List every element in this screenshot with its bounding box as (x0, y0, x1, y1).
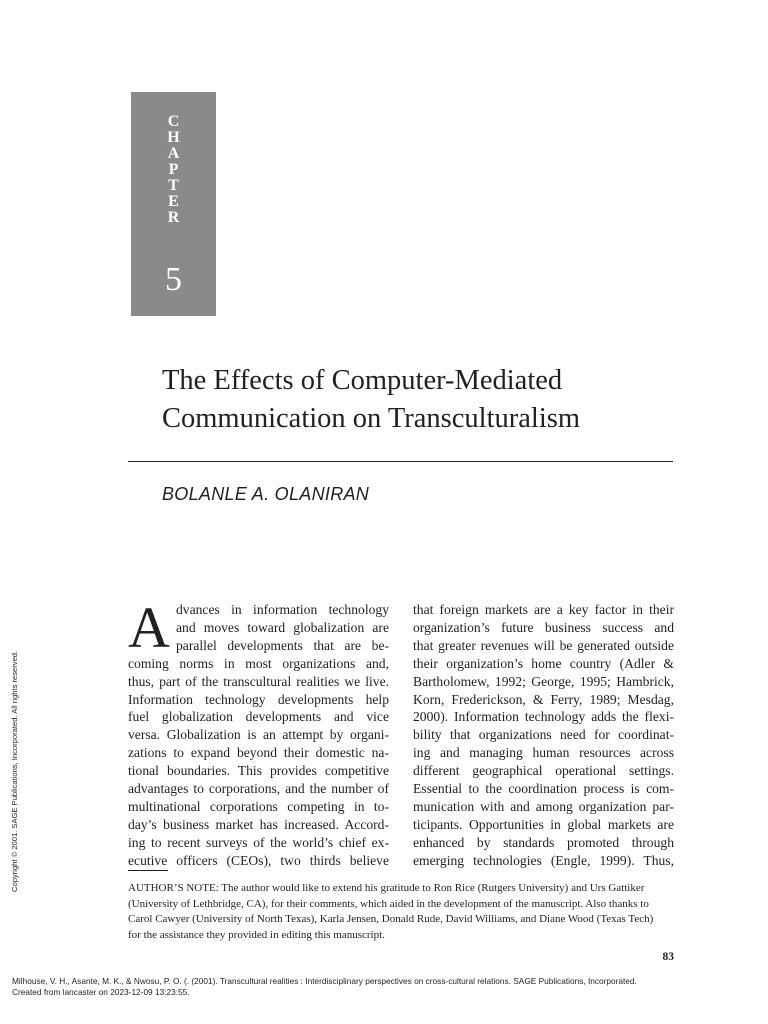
body-line: different geographical operational settings. (413, 763, 674, 779)
body-line: ing to recent surveys of the world’s chief ex- (128, 834, 389, 850)
body-line: ticipants. Opportunities in global markets are (413, 816, 674, 832)
body-line: emerging technologies (Engle, 1999). Thus, (413, 852, 674, 868)
body-line: their organization’s home country (Adler & (413, 655, 674, 671)
body-line: bility that organizations need for coordinat- (413, 727, 674, 743)
chapter-title (162, 362, 682, 438)
body-line: munication with and among organization par- (413, 798, 674, 814)
body-line: organization’s future business success and (413, 619, 674, 635)
chapter-label-box (131, 92, 216, 316)
page-number: 83 (662, 951, 674, 963)
body-line: advantages to corporations, and the number of (128, 781, 389, 797)
chapter-word (131, 114, 216, 226)
body-line: Korn, Frederickson, & Ferry, 1989; Mesdag, (413, 691, 674, 707)
chapter-letter: H (167, 129, 180, 146)
citation-line: Created from lancaster on 2023-12-09 13:23:55. (12, 986, 190, 997)
body-line: day’s business market has increased. Accord- (128, 816, 389, 832)
body-line: that foreign markets are a key factor in their (413, 602, 674, 617)
body-line: versa. Globalization is an attempt by organi- (128, 727, 389, 743)
body-line: Essential to the coordination process is com- (413, 781, 674, 797)
title-divider (128, 461, 673, 462)
body-line: that greater revenues will be generated outside (413, 637, 674, 653)
body-column-left (128, 595, 389, 870)
body-line: dvances in information technology (176, 602, 389, 617)
body-line: coming norms in most organizations and, (128, 655, 389, 671)
author-note-line: AUTHOR’S NOTE: The author would like to extend his gratitude to Ron Rice (Rutgers University) and Urs Gattiker (128, 882, 645, 894)
citation-line: Milhouse, V. H., Asante, M. K., & Nwosu, P. O. (. (2001). Transcultural realities : Interdisciplinary perspectives on cross-cultural relations. SAGE Publications, Incorporated. (12, 976, 637, 986)
citation-footer (12, 976, 637, 997)
body-line: tional boundaries. This provides competitive (128, 763, 389, 779)
body-line: 2000). Information technology adds the flexi- (413, 709, 674, 725)
chapter-title-line: Communication on Transculturalism (162, 403, 580, 434)
body-line: Bartholomew, 1992; George, 1995; Hambrick, (413, 673, 674, 689)
body-line: thus, part of the transcultural realities we live. (128, 673, 389, 689)
body-line: Information technology developments help (128, 691, 389, 707)
author-name: BOLANLE A. OLANIRAN (162, 484, 370, 504)
chapter-letter: P (168, 161, 179, 178)
body-line: ing and managing human resources across (413, 745, 674, 761)
author-note-line: for the assistance they provided in editing this manuscript. (128, 928, 385, 941)
body-line: fuel globalization developments and vice (128, 709, 389, 725)
body-column-right (413, 601, 674, 870)
author-note (128, 881, 674, 943)
chapter-letter: C (167, 113, 180, 130)
chapter-title-line: The Effects of Computer-Mediated (162, 365, 563, 396)
copyright-notice: Copyright © 2001. SAGE Publications, Incorporated. All rights reserved. (10, 650, 19, 892)
body-line: parallel developments that are be- (176, 637, 389, 653)
chapter-letter: A (167, 145, 180, 162)
chapter-letter: E (168, 193, 179, 210)
author-note-line: (University of Lethbridge, CA), for their comments, which aided in the development of the manuscript. Also thanks to (128, 897, 649, 910)
chapter-number: 5 (165, 261, 182, 298)
body-line: and moves toward globalization are (176, 619, 389, 635)
body-line: enhanced by standards promoted through (413, 834, 674, 850)
footnote-divider (128, 870, 168, 871)
chapter-letter: R (167, 209, 180, 226)
body-line: multinational corporations competing in to- (128, 798, 389, 814)
body-line: zations to expand beyond their domestic na- (128, 745, 389, 761)
body-line: ecutive officers (CEOs), two thirds believe (128, 852, 389, 868)
chapter-letter: T (168, 177, 179, 194)
author-note-line: Carol Cawyer (University of North Texas), Karla Jensen, Donald Rude, David Williams, and Diane Wood (Texas Tech) (128, 913, 654, 926)
drop-cap: A (128, 595, 170, 660)
